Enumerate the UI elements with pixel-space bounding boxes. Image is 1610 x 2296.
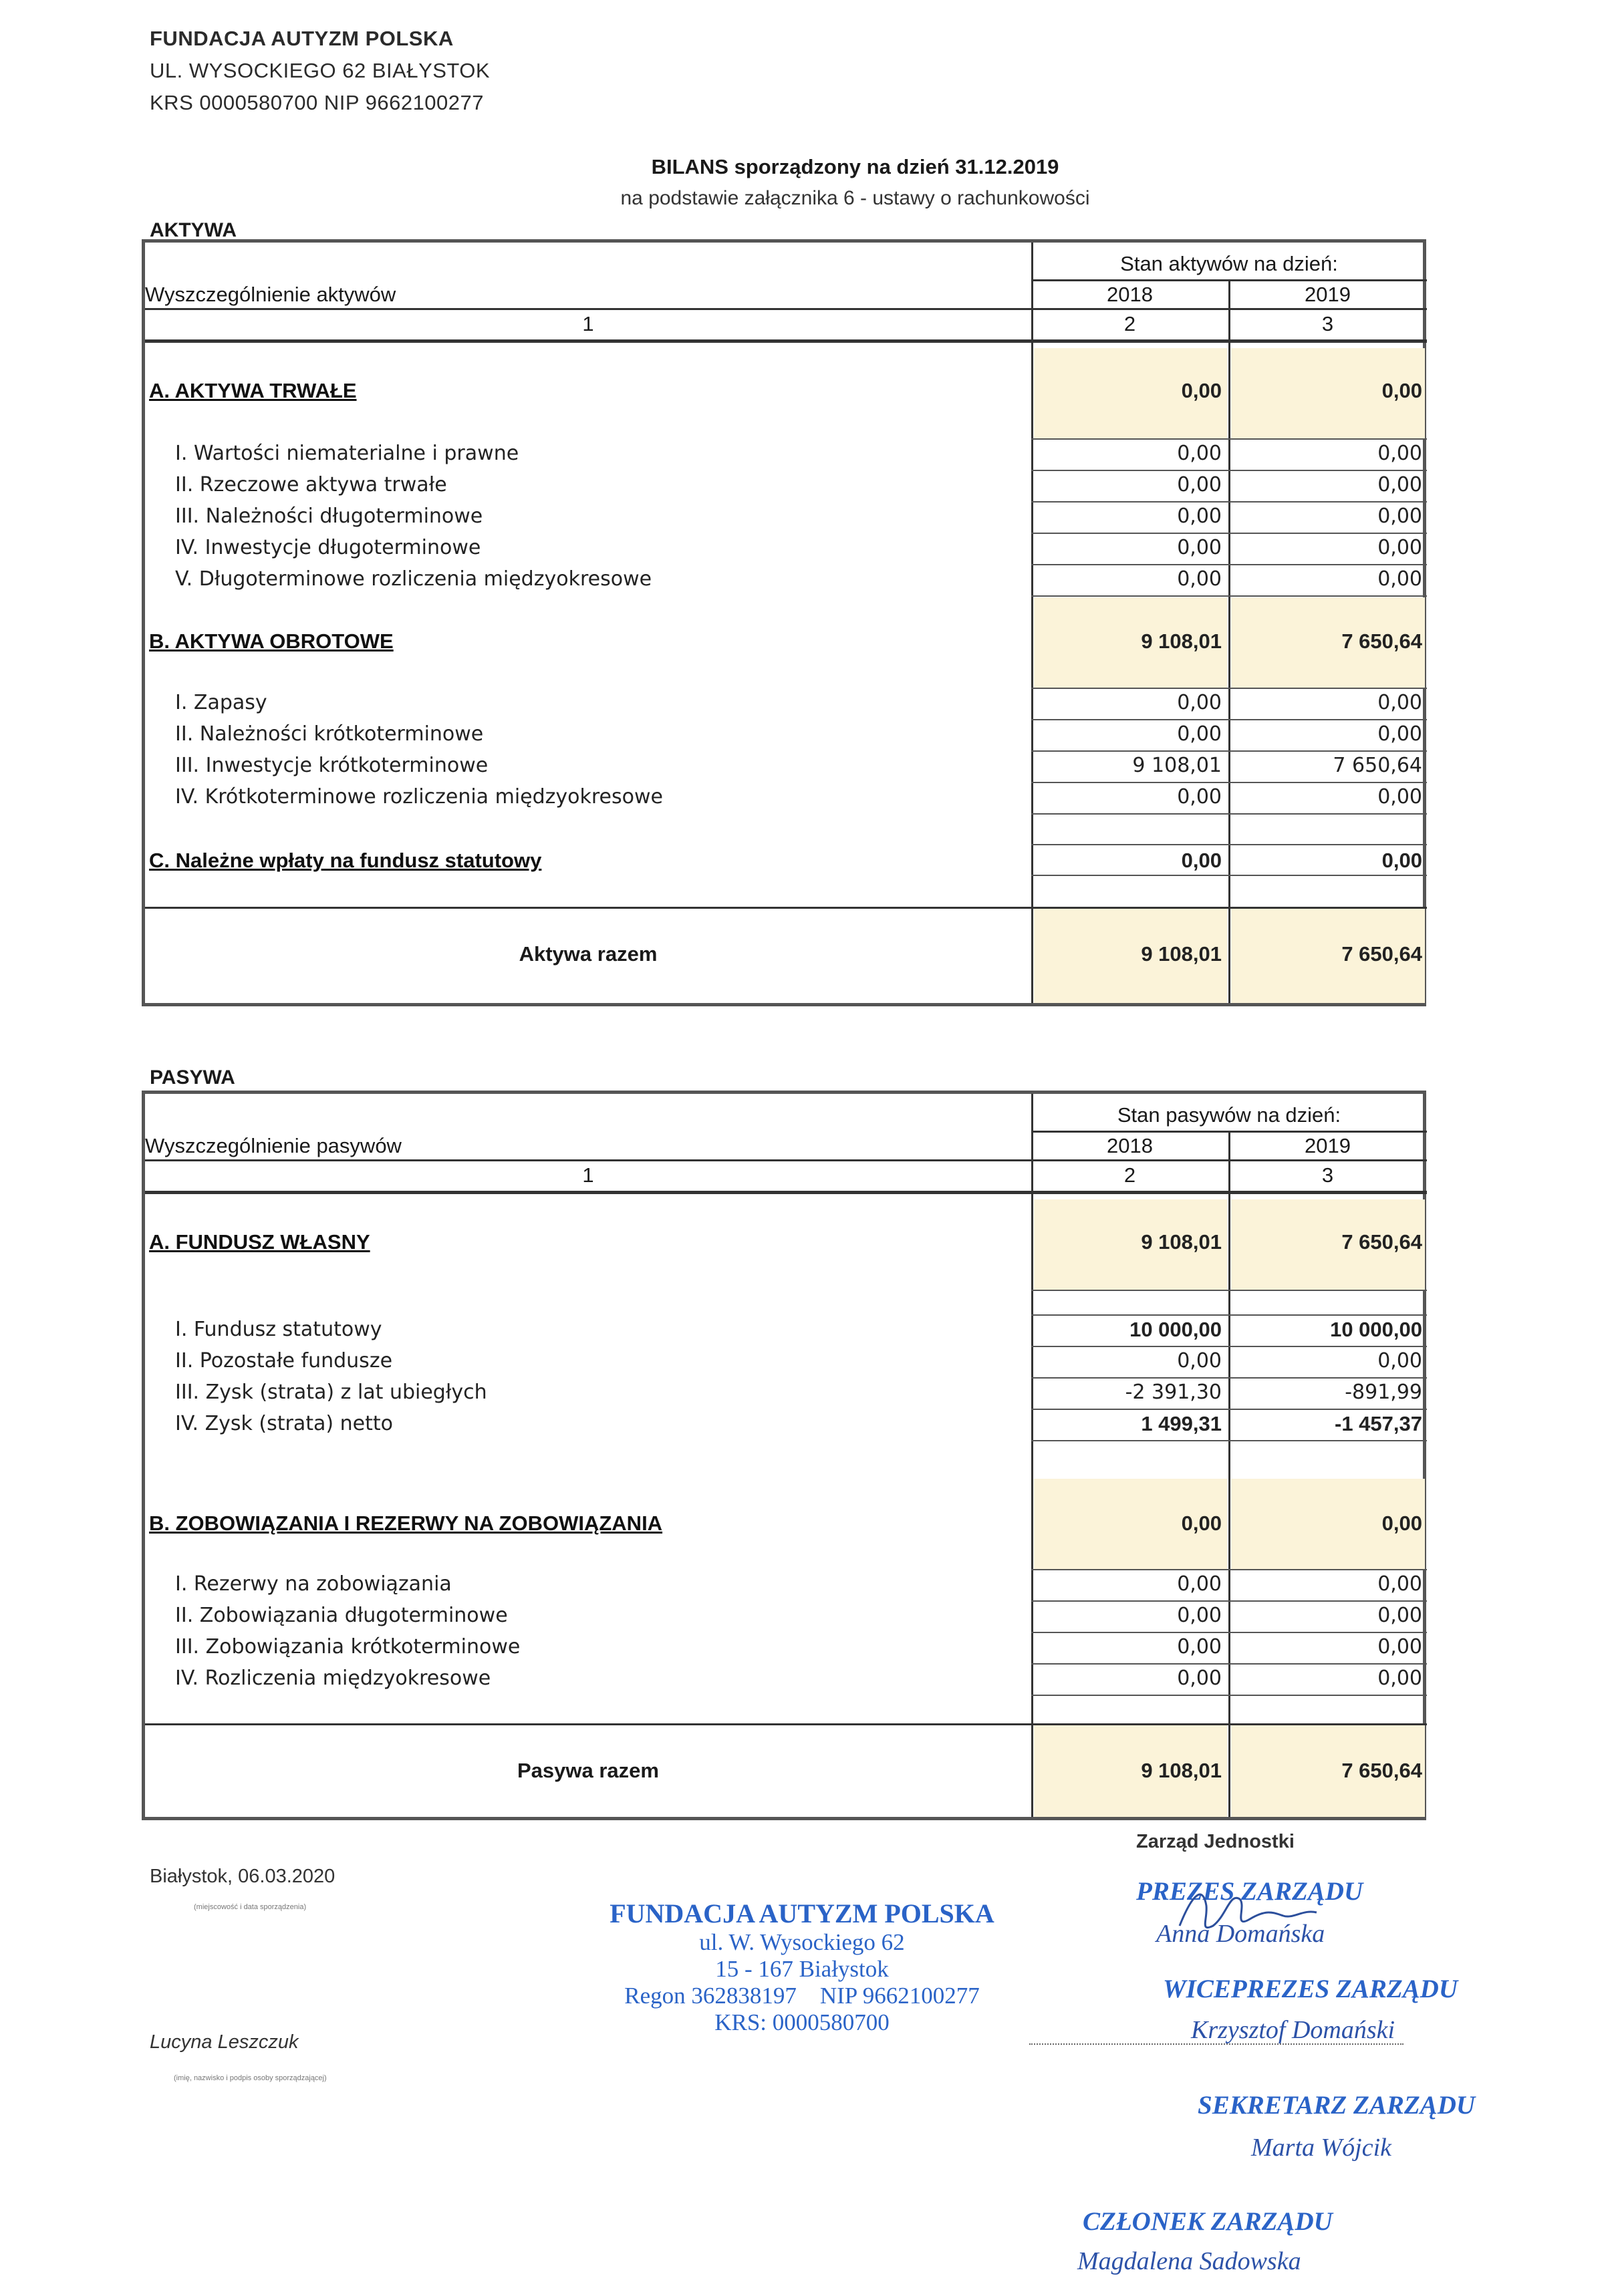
nalezne-wplaty-title: C. Należne wpłaty na fundusz statutowy — [149, 849, 542, 872]
fundusz-wlasny-title: A. FUNDUSZ WŁASNY — [149, 1230, 370, 1254]
sig-name: Anna Domańska — [1156, 1920, 1325, 1948]
aktywa-row-label: V. Długoterminowe rozliczenia międzyokresowe — [175, 567, 652, 591]
aktywa-row-2018: 0,00 — [1177, 691, 1222, 714]
sig-name: Krzysztof Domański — [1191, 2016, 1395, 2044]
pasywa-row-label: IV. Zysk (strata) netto — [175, 1412, 393, 1435]
org-address: UL. WYSOCKIEGO 62 BIAŁYSTOK — [150, 59, 491, 82]
place-date: Białystok, 06.03.2020 — [150, 1866, 336, 1887]
sig-name: Magdalena Sadowska — [1077, 2247, 1301, 2275]
sig-title: WICEPREZES ZARZĄDU — [1163, 1975, 1458, 2003]
nalezne-wplaty-2019: 0,00 — [1381, 849, 1422, 872]
stamp-regon-nip: Regon 362838197 NIP 9662100277 — [624, 1983, 980, 2009]
pasywa-row-2019: 0,00 — [1377, 1667, 1422, 1690]
aktywa-obrotowe-2018: 9 108,01 — [1141, 629, 1222, 653]
pasywa-total-label: Pasywa razem — [517, 1759, 659, 1782]
aktywa-trwale-2018: 0,00 — [1181, 379, 1222, 402]
pasywa-row-2018: 0,00 — [1177, 1635, 1222, 1659]
pasywa-row-2018: 1 499,31 — [1141, 1412, 1222, 1435]
nalezne-wplaty-2018: 0,00 — [1181, 849, 1222, 872]
pasywa-row-label: III. Zysk (strata) z lat ubiegłych — [175, 1381, 487, 1404]
aktywa-row-label: IV. Inwestycje długoterminowe — [175, 536, 481, 559]
aktywa-row-2018: 9 108,01 — [1132, 754, 1222, 777]
col-number-1: 1 — [582, 1163, 594, 1187]
aktywa-row-label: III. Inwestycje krótkoterminowe — [175, 754, 489, 777]
pasywa-row-2019: 0,00 — [1377, 1572, 1422, 1596]
preparer-name: Lucyna Leszczuk — [150, 2031, 299, 2053]
pasywa-row-label: IV. Rozliczenia międzyokresowe — [175, 1667, 491, 1690]
pasywa-row-2018: 10 000,00 — [1129, 1318, 1222, 1341]
organization-stamp — [508, 1898, 1096, 2036]
col-number-2: 2 — [1123, 312, 1136, 335]
aktywa-section-label: AKTYWA — [150, 219, 237, 241]
aktywa-row-2018: 0,00 — [1177, 505, 1222, 528]
pasywa-row-label: II. Zobowiązania długoterminowe — [175, 1604, 508, 1627]
aktywa-total-2018: 9 108,01 — [1141, 942, 1222, 966]
pasywa-section-label: PASYWA — [150, 1066, 235, 1089]
aktywa-row-2018: 0,00 — [1177, 785, 1222, 809]
aktywa-row-2019: 0,00 — [1377, 722, 1422, 746]
col-number-3: 3 — [1321, 1163, 1334, 1187]
aktywa-row-2019: 0,00 — [1377, 473, 1422, 496]
aktywa-row-2019: 0,00 — [1377, 567, 1422, 591]
aktywa-row-label: II. Rzeczowe aktywa trwałe — [175, 473, 447, 496]
zobowiazania-2019: 0,00 — [1381, 1512, 1422, 1535]
pasywa-row-2019: 0,00 — [1377, 1635, 1422, 1659]
pasywa-total-2018: 9 108,01 — [1141, 1759, 1222, 1782]
aktywa-row-2019: 0,00 — [1377, 536, 1422, 559]
col-group-header: Stan pasywów na dzień: — [1117, 1103, 1341, 1127]
zobowiazania-title: B. ZOBOWIĄZANIA I REZERWY NA ZOBOWIĄZANIA — [149, 1512, 663, 1535]
col-desc-header: Wyszczególnienie aktywów — [145, 283, 396, 306]
pasywa-row-2018: 0,00 — [1177, 1667, 1222, 1690]
aktywa-row-label: I. Wartości niematerialne i prawne — [175, 442, 519, 465]
pasywa-total-2019: 7 650,64 — [1341, 1759, 1422, 1782]
pasywa-row-2019: 0,00 — [1377, 1349, 1422, 1373]
sig-title: CZŁONEK ZARZĄDU — [1083, 2207, 1333, 2236]
place-date-note: (miejscowość i data sporządzenia) — [194, 1903, 307, 1911]
pasywa-row-label: II. Pozostałe fundusze — [175, 1349, 393, 1373]
pasywa-row-2019: 0,00 — [1377, 1604, 1422, 1627]
org-name: FUNDACJA AUTYZM POLSKA — [150, 27, 454, 50]
col-year-2019: 2019 — [1305, 283, 1351, 306]
pasywa-row-2018: 0,00 — [1177, 1604, 1222, 1627]
stamp-org-name: FUNDACJA AUTYZM POLSKA — [610, 1898, 994, 1928]
aktywa-row-2019: 0,00 — [1377, 505, 1422, 528]
fundusz-wlasny-2019: 7 650,64 — [1341, 1230, 1422, 1254]
aktywa-row-label: I. Zapasy — [175, 691, 267, 714]
pasywa-table — [142, 1091, 1426, 1820]
col-year-2018: 2018 — [1107, 1134, 1153, 1157]
stamp-city: 15 - 167 Białystok — [715, 1956, 889, 1982]
document-title: BILANS sporządzony na dzień 31.12.2019 — [651, 155, 1059, 178]
aktywa-trwale-title: A. AKTYWA TRWAŁE — [149, 379, 357, 402]
aktywa-row-2018: 0,00 — [1177, 567, 1222, 591]
aktywa-table — [142, 239, 1426, 1006]
pasywa-row-label: I. Rezerwy na zobowiązania — [175, 1572, 452, 1596]
org-ids: KRS 0000580700 NIP 9662100277 — [150, 91, 485, 114]
pasywa-row-2018: 0,00 — [1177, 1572, 1222, 1596]
aktywa-row-2019: 0,00 — [1377, 785, 1422, 809]
aktywa-obrotowe-title: B. AKTYWA OBROTOWE — [149, 629, 394, 653]
preparer-note: (imię, nazwisko i podpis osoby sporządzającej) — [174, 2074, 327, 2082]
aktywa-total-2019: 7 650,64 — [1341, 942, 1422, 966]
col-number-3: 3 — [1321, 312, 1334, 335]
aktywa-total-label: Aktywa razem — [519, 942, 658, 966]
sig-title: SEKRETARZ ZARZĄDU — [1198, 2091, 1476, 2120]
pasywa-row-label: I. Fundusz statutowy — [175, 1318, 382, 1341]
aktywa-row-label: III. Należności długoterminowe — [175, 505, 483, 528]
col-number-2: 2 — [1123, 1163, 1136, 1187]
pasywa-row-label: III. Zobowiązania krótkoterminowe — [175, 1635, 521, 1659]
aktywa-row-2018: 0,00 — [1177, 722, 1222, 746]
aktywa-row-2018: 0,00 — [1177, 473, 1222, 496]
aktywa-row-2019: 0,00 — [1377, 691, 1422, 714]
document-subtitle: na podstawie załącznika 6 - ustawy o rachunkowości — [620, 187, 1090, 209]
col-year-2018: 2018 — [1107, 283, 1153, 306]
pasywa-row-2019: -891,99 — [1345, 1381, 1422, 1404]
pasywa-row-2018: -2 391,30 — [1125, 1381, 1222, 1404]
sig-title: PREZES ZARZĄDU — [1136, 1877, 1363, 1906]
aktywa-row-2019: 7 650,64 — [1333, 754, 1422, 777]
aktywa-row-label: II. Należności krótkoterminowe — [175, 722, 484, 746]
pasywa-row-2019: -1 457,37 — [1335, 1412, 1422, 1435]
pasywa-row-2018: 0,00 — [1177, 1349, 1222, 1373]
col-desc-header: Wyszczególnienie pasywów — [145, 1134, 402, 1157]
aktywa-row-2019: 0,00 — [1377, 442, 1422, 465]
stamp-krs: KRS: 0000580700 — [714, 2009, 890, 2035]
col-number-1: 1 — [582, 312, 594, 335]
aktywa-row-2018: 0,00 — [1177, 442, 1222, 465]
board-label: Zarząd Jednostki — [1136, 1831, 1295, 1852]
col-year-2019: 2019 — [1305, 1134, 1351, 1157]
aktywa-row-label: IV. Krótkoterminowe rozliczenia międzyokresowe — [175, 785, 663, 809]
aktywa-obrotowe-2019: 7 650,64 — [1341, 629, 1422, 653]
aktywa-trwale-2019: 0,00 — [1381, 379, 1422, 402]
col-group-header: Stan aktywów na dzień: — [1120, 252, 1338, 275]
fundusz-wlasny-2018: 9 108,01 — [1141, 1230, 1222, 1254]
aktywa-row-2018: 0,00 — [1177, 536, 1222, 559]
zobowiazania-2018: 0,00 — [1181, 1512, 1222, 1535]
sig-name: Marta Wójcik — [1251, 2134, 1392, 2162]
pasywa-row-2019: 10 000,00 — [1330, 1318, 1422, 1341]
stamp-street: ul. W. Wysockiego 62 — [699, 1929, 905, 1955]
